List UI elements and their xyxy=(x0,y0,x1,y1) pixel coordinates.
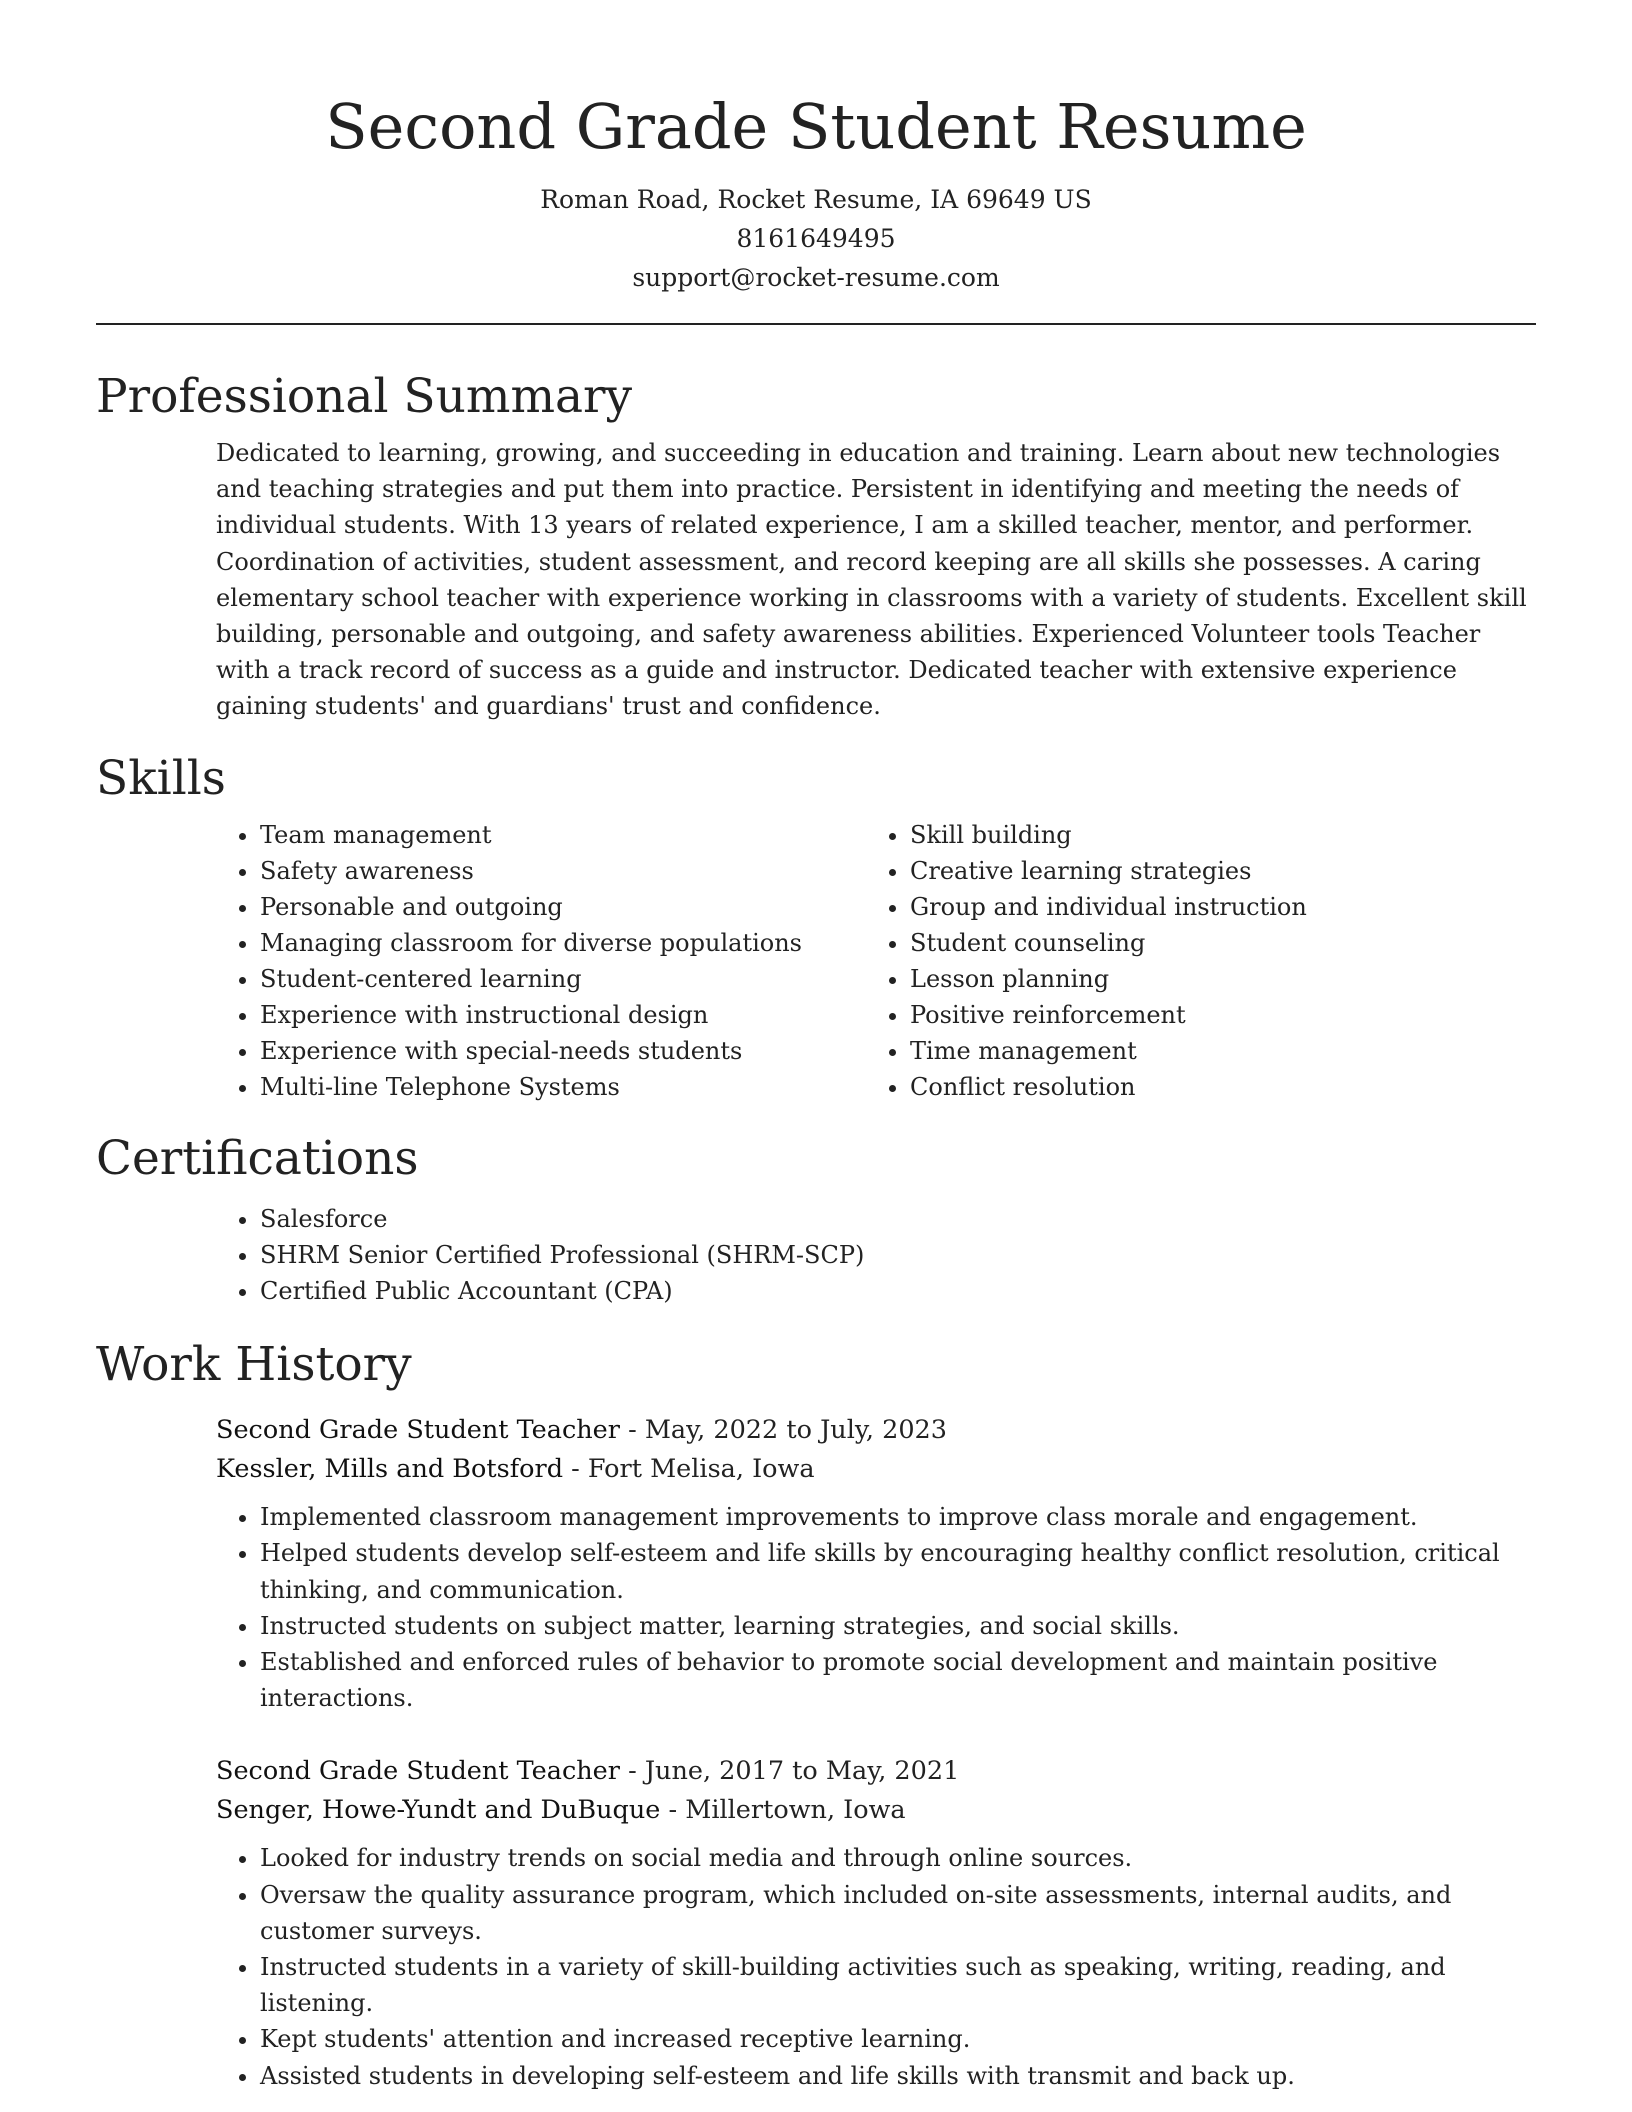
job-title-line xyxy=(216,1752,1536,1791)
job-separator: - xyxy=(628,1415,645,1446)
job-bullet: • Looked for industry trends on social media and through online sources. xyxy=(260,1840,1536,1876)
job-separator: - xyxy=(628,1756,645,1787)
skill-item: • Safety awareness xyxy=(260,853,866,889)
skill-item: • Personable and outgoing xyxy=(260,889,866,925)
job-title-line xyxy=(216,1411,1536,1450)
certification-item: • Salesforce xyxy=(260,1201,1536,1237)
skills-list-right xyxy=(866,817,1516,1105)
job-company-line xyxy=(216,1450,1536,1489)
certification-item: • Certified Public Accountant (CPA) xyxy=(260,1273,1536,1309)
skills-list-left xyxy=(216,817,866,1105)
certifications-heading: Certifications xyxy=(96,1130,419,1186)
skills-heading: Skills xyxy=(96,750,226,806)
contact-block xyxy=(96,180,1536,297)
job-dates: May, 2022 to July, 2023 xyxy=(644,1415,947,1446)
job-bullet: • Established and enforced rules of behavior to promote social development and maintain positive interactions. xyxy=(260,1644,1536,1716)
job-company: Senger, Howe-Yundt and DuBuque xyxy=(216,1795,661,1826)
job-bullet: • Kept students' attention and increased receptive learning. xyxy=(260,2021,1536,2057)
job-bullets-wrap xyxy=(216,1499,1536,1716)
skills-columns xyxy=(216,817,1536,1105)
skill-item: • Creative learning strategies xyxy=(910,853,1516,889)
skills-column-left xyxy=(216,817,866,1105)
skill-item: • Positive reinforcement xyxy=(910,997,1516,1033)
skill-item: • Experience with special-needs students xyxy=(260,1033,866,1069)
skills-column-right xyxy=(866,817,1516,1105)
job-bullet: • Instructed students in a variety of skill-building activities such as speaking, writing, reading, and listening. xyxy=(260,1949,1536,2021)
job-entry xyxy=(216,1411,1536,1716)
skill-item: • Skill building xyxy=(910,817,1516,853)
resume-header xyxy=(96,0,1536,297)
job-role: Second Grade Student Teacher xyxy=(216,1415,620,1446)
certifications-section xyxy=(96,1129,1536,1310)
job-company: Kessler, Mills and Botsford xyxy=(216,1454,564,1485)
job-separator: - xyxy=(668,1795,686,1826)
skill-item: • Team management xyxy=(260,817,866,853)
job-bullets xyxy=(216,1499,1536,1716)
certifications-list xyxy=(216,1201,1536,1310)
skills-section xyxy=(96,749,1536,1105)
job-bullet: • Implemented classroom management improvements to improve class morale and engagement. xyxy=(260,1499,1536,1535)
job-company-line xyxy=(216,1791,1536,1830)
job-separator: - xyxy=(571,1454,588,1485)
skill-item: • Experience with instructional design xyxy=(260,997,866,1033)
summary-text: Dedicated to learning, growing, and succeeding in education and training. Learn about new technologies and teaching strategies and put them into practice. Persistent in identifying and meeting the needs of individual students. With 13 years of related experience, I am a skilled teacher, mentor, and performer. Coordination of activities, student assessment, and record keeping are all skills she possesses. A caring elementary school teacher with experience working in classrooms with a variety of students. Excellent skill building, personable and outgoing, and safety awareness abilities. Experienced Volunteer tools Teacher with a track record of success as a guide and instructor. Dedicated teacher with extensive experience gaining students' and guardians' trust and confidence. xyxy=(216,439,1527,721)
header-divider xyxy=(96,323,1536,325)
job-bullet: • Instructed students on subject matter, learning strategies, and social skills. xyxy=(260,1608,1536,1644)
job-bullet: • Assisted students in developing self-esteem and life skills with transmit and back up. xyxy=(260,2058,1536,2094)
resume-title: Second Grade Student Resume xyxy=(325,90,1307,163)
skill-item: • Lesson planning xyxy=(910,961,1516,997)
skill-item: • Multi-line Telephone Systems xyxy=(260,1069,866,1105)
summary-section xyxy=(96,367,1536,725)
job-entry xyxy=(216,1752,1536,2093)
job-role: Second Grade Student Teacher xyxy=(216,1756,620,1787)
summary-heading: Professional Summary xyxy=(96,369,633,424)
certification-item: • SHRM Senior Certified Professional (SHRM-SCP) xyxy=(260,1237,1536,1273)
job-bullet: • Helped students develop self-esteem and life skills by encouraging healthy conflict resolution, critical thinking, and communication. xyxy=(260,1535,1536,1607)
work-history-section xyxy=(96,1335,1536,2094)
phone-line: 8161649495 xyxy=(736,224,896,253)
skill-item: • Student counseling xyxy=(910,925,1516,961)
work-history-heading: Work History xyxy=(96,1337,412,1393)
skill-item: • Managing classroom for diverse populations xyxy=(260,925,866,961)
skill-item: • Time management xyxy=(910,1033,1516,1069)
resume-page xyxy=(96,0,1536,2094)
address-line: Roman Road, Rocket Resume, IA 69649 US xyxy=(540,185,1092,214)
job-bullet: • Oversaw the quality assurance program, which included on-site assessments, internal audits, and customer surveys. xyxy=(260,1877,1536,1949)
job-location: Millertown, Iowa xyxy=(685,1795,906,1826)
email-line: support@rocket-resume.com xyxy=(632,263,1000,292)
job-location: Fort Melisa, Iowa xyxy=(587,1454,815,1485)
job-bullets-wrap xyxy=(216,1840,1536,2093)
skill-item: • Student-centered learning xyxy=(260,961,866,997)
job-bullets xyxy=(216,1840,1536,2093)
skill-item: • Group and individual instruction xyxy=(910,889,1516,925)
skill-item: • Conflict resolution xyxy=(910,1069,1516,1105)
certifications-list-wrap xyxy=(216,1201,1536,1310)
job-dates: June, 2017 to May, 2021 xyxy=(644,1756,960,1787)
